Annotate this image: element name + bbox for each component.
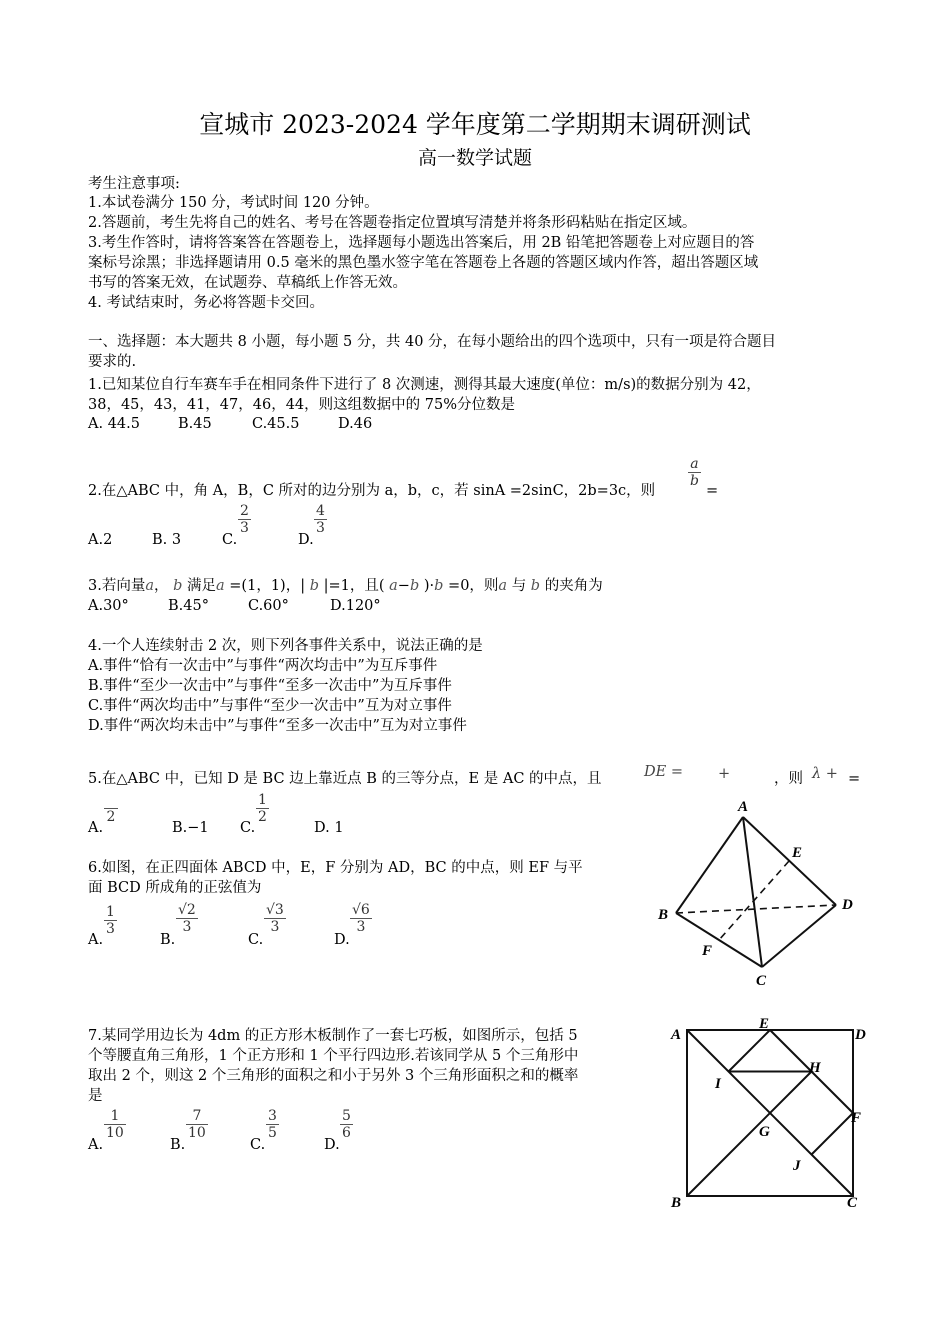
q6-stem-a: 6.如图，在正四面体 ABCD 中，E，F 分别为 AD，BC 的中点，则 EF 与平 xyxy=(88,860,583,876)
q6-d-den: 3 xyxy=(356,919,366,935)
label-g: G xyxy=(759,1124,770,1140)
q4-option-a: A.事件“恰有一次击中”与事件“两次均击中”为互斥事件 xyxy=(88,658,438,674)
q4-stem: 4.一个人连续射击 2 次，则下列各事件关系中，说法正确的是 xyxy=(88,638,483,654)
q5-stem: 5.在△ABC 中，已知 D 是 BC 边上靠近点 B 的三等分点，E 是 AC 的中点，且 xyxy=(88,771,602,787)
label-e: E xyxy=(759,1016,770,1032)
notice-line-1: 1.本试卷满分 150 分，考试时间 120 分钟。 xyxy=(88,195,379,211)
section-heading: 一、选择题：本大题共 8 小题，每小题 5 分，共 40 分，在每小题给出的四个选项中，只有一项是符合题目 xyxy=(88,334,777,350)
edge-ad xyxy=(743,817,836,905)
q7-option-d-fraction xyxy=(340,1108,353,1141)
q3-minus: − xyxy=(397,578,410,594)
exam-title: 宣城市 2023-2024 学年度第二学期期末调研测试 xyxy=(199,110,751,139)
q7-d-num: 5 xyxy=(342,1108,351,1124)
q6-c-den: 3 xyxy=(270,919,280,935)
label-h: H xyxy=(809,1060,821,1076)
label-b: B xyxy=(658,907,669,923)
label-a: A xyxy=(671,1027,682,1043)
q2-fraction-numerator: a xyxy=(688,456,701,473)
q7-option-b: B. xyxy=(170,1137,186,1153)
q6-option-c: C. xyxy=(248,932,264,948)
q3-text-7: 与 xyxy=(511,578,527,594)
label-j: J xyxy=(793,1158,801,1174)
q6-option-a-fraction xyxy=(104,904,117,937)
notice-line-2: 2.答题前，考生先将自己的姓名、考号在答题卷指定位置填写清楚并将条形码粘贴在指定区域。 xyxy=(88,215,697,231)
q6-stem-b: 面 BCD 所成角的正弦值为 xyxy=(88,880,262,896)
q2-option-c: C. xyxy=(222,532,238,548)
label-c: C xyxy=(756,973,767,989)
q6-option-b-fraction xyxy=(176,902,198,935)
q5-option-c-fraction xyxy=(256,792,269,825)
q2-option-b: B. 3 xyxy=(152,532,182,548)
label-i: I xyxy=(715,1076,721,1092)
q5-equals: = xyxy=(848,771,861,787)
notice-line-3c: 书写的答案无效，在试题券、草稿纸上作答无效。 xyxy=(88,275,407,291)
q3-text-2: 满足 xyxy=(187,578,217,594)
q4-option-b: B.事件“至少一次击中”与事件“至多一次击中”为互斥事件 xyxy=(88,678,452,694)
q5-vector-de: DE = xyxy=(644,764,683,780)
label-a: A xyxy=(738,799,749,815)
q5-option-a-fraction xyxy=(104,792,118,825)
q3-vec-b-3: b xyxy=(409,578,420,594)
q5-a-den: 2 xyxy=(106,809,116,825)
q6-option-d-fraction xyxy=(350,902,372,935)
q6-option-d: D. xyxy=(334,932,350,948)
notice-line-4: 4. 考试结束时，务必将答题卡交回。 xyxy=(88,295,324,311)
q7-option-c-fraction xyxy=(266,1108,279,1141)
edge-cd xyxy=(762,905,836,967)
q7-option-a: A. xyxy=(88,1137,104,1153)
q2-option-c-fraction xyxy=(238,503,251,536)
q5-c-num: 1 xyxy=(258,792,267,808)
edge-ab xyxy=(676,817,743,913)
q1-option-a: A. 44.5 xyxy=(88,416,140,432)
q3-option-c: C.60° xyxy=(248,598,289,614)
q5-option-b: B.−1 xyxy=(172,820,209,836)
q7-option-c: C. xyxy=(250,1137,266,1153)
label-d: D xyxy=(855,1027,866,1043)
q3-option-a: A.30° xyxy=(88,598,129,614)
label-f: F xyxy=(702,943,713,959)
q7-option-d: D. xyxy=(324,1137,340,1153)
q6-a-den: 3 xyxy=(106,921,115,937)
label-c: C xyxy=(847,1195,858,1211)
q6-d-num: √6 xyxy=(352,902,370,918)
q7-b-num: 7 xyxy=(186,1108,208,1125)
label-d: D xyxy=(842,897,853,913)
q2-d-den: 3 xyxy=(316,520,325,536)
q3-text-3: =(1，1)，| xyxy=(229,578,306,594)
q4-option-c: C.事件“两次均击中”与事件“至少一次击中”互为对立事件 xyxy=(88,698,452,714)
q3-text-5: )· xyxy=(423,578,435,594)
q5-a-num xyxy=(104,792,118,809)
edge-ac xyxy=(743,817,762,967)
q2-equals: = xyxy=(706,483,719,499)
tangram-figure xyxy=(665,1015,875,1215)
q3-text-1: 3.若向量 xyxy=(88,578,146,594)
q1-option-d: D.46 xyxy=(338,416,373,432)
segment-b-to-h xyxy=(687,1072,812,1197)
q3-stem xyxy=(88,576,603,596)
q3-option-d: D.120° xyxy=(330,598,381,614)
q3-option-b: B.45° xyxy=(168,598,209,614)
section-heading-cont: 要求的. xyxy=(88,354,137,370)
q5-option-a: A. xyxy=(88,820,104,836)
q3-vec-b: b xyxy=(173,578,183,594)
q7-stem-d: 是 xyxy=(88,1088,103,1104)
q3-vec-b-5: b xyxy=(530,578,541,594)
q2-option-d: D. xyxy=(298,532,314,548)
q7-b-den: 10 xyxy=(188,1125,206,1141)
q4-option-d: D.事件“两次均未击中”与事件“至多一次击中”互为对立事件 xyxy=(88,718,467,734)
q6-option-b: B. xyxy=(160,932,176,948)
q1-option-b: B.45 xyxy=(178,416,212,432)
q2-option-d-fraction xyxy=(314,503,327,536)
q5-lambda-plus: λ + xyxy=(812,766,838,782)
q7-c-num: 3 xyxy=(268,1108,277,1124)
q2-c-num: 2 xyxy=(240,503,249,519)
q3-vec-b-4: b xyxy=(434,578,444,594)
q7-d-den: 6 xyxy=(342,1125,351,1141)
q6-b-den: 3 xyxy=(182,919,192,935)
q7-option-a-fraction xyxy=(104,1108,126,1141)
q6-option-c-fraction xyxy=(264,902,286,935)
q2-fraction xyxy=(688,456,701,489)
q3-text-6: =0，则 xyxy=(448,578,499,594)
q3-comma: ， xyxy=(154,578,169,594)
q1-stem-b: 38，45，43，41，47，46，44，则这组数据中的 75%分位数是 xyxy=(88,397,515,413)
q2-option-a: A.2 xyxy=(88,532,113,548)
q6-option-a: A. xyxy=(88,932,104,948)
q5-tail: ，则 xyxy=(774,771,803,787)
q2-c-den: 3 xyxy=(240,520,249,536)
q7-a-num: 1 xyxy=(104,1108,126,1125)
q1-stem-a: 1.已知某位自行车赛车手在相同条件下进行了 8 次测速，测得其最大速度(单位：m/s)的数据分别为 42， xyxy=(88,377,761,393)
exam-subtitle: 高一数学试题 xyxy=(417,147,532,169)
q2-fraction-denominator: b xyxy=(690,473,699,489)
q7-c-den: 5 xyxy=(268,1125,277,1141)
segment-ef xyxy=(719,861,789,940)
q5-option-d: D. 1 xyxy=(314,820,344,836)
q7-stem-c: 取出 2 个，则这 2 个三角形的面积之和小于另外 3 个三角形面积之和的概率 xyxy=(88,1068,579,1084)
label-b: B xyxy=(671,1195,682,1211)
notice-line-3a: 3.考生作答时，请将答案答在答题卷上，选择题每小题选出答案后，用 2B 铅笔把答题卷上对应题目的答 xyxy=(88,235,755,251)
q3-text-8: 的夹角为 xyxy=(544,578,603,594)
notice-heading: 考生注意事项: xyxy=(88,176,180,192)
q3-vec-a: a xyxy=(145,578,154,594)
q3-vec-a-3: a xyxy=(389,578,398,594)
notice-line-3b: 案标号涂黑；非选择题请用 0.5 毫米的黑色墨水签字笔在答题卷上各题的答题区域内作答，超出答题区域 xyxy=(88,255,759,271)
label-e: E xyxy=(792,845,803,861)
q7-stem-b: 个等腰直角三角形，1 个正方形和 1 个平行四边形.若该同学从 5 个三角形中 xyxy=(88,1048,579,1064)
q3-vec-a-4: a xyxy=(498,578,508,594)
edge-bc xyxy=(676,913,762,967)
q5-option-c: C. xyxy=(240,820,256,836)
q6-a-num: 1 xyxy=(106,904,115,920)
q2-d-num: 4 xyxy=(316,503,325,519)
q7-option-b-fraction xyxy=(186,1108,208,1141)
q6-c-num: √3 xyxy=(266,902,284,918)
segment-f-to-j xyxy=(812,1113,854,1155)
q5-plus: + xyxy=(718,766,731,782)
q7-stem-a: 7.某同学用边长为 4dm 的正方形木板制作了一套七巧板，如图所示，包括 5 xyxy=(88,1028,578,1044)
q3-text-4: |=1，且( xyxy=(323,578,385,594)
q3-vec-b-2: b xyxy=(309,578,319,594)
q2-stem: 2.在△ABC 中，角 A，B，C 所对的边分别为 a，b，c，若 sinA =2sinC，2b=3c，则 xyxy=(88,483,656,499)
q3-vec-a-2: a xyxy=(216,578,225,594)
tetrahedron-figure xyxy=(650,795,880,995)
segment-e-to-i xyxy=(729,1030,771,1072)
q7-a-den: 10 xyxy=(106,1125,124,1141)
q5-c-den: 2 xyxy=(258,809,267,825)
q6-b-num: √2 xyxy=(178,902,196,918)
label-f: F xyxy=(851,1110,862,1126)
q1-option-c: C.45.5 xyxy=(252,416,300,432)
